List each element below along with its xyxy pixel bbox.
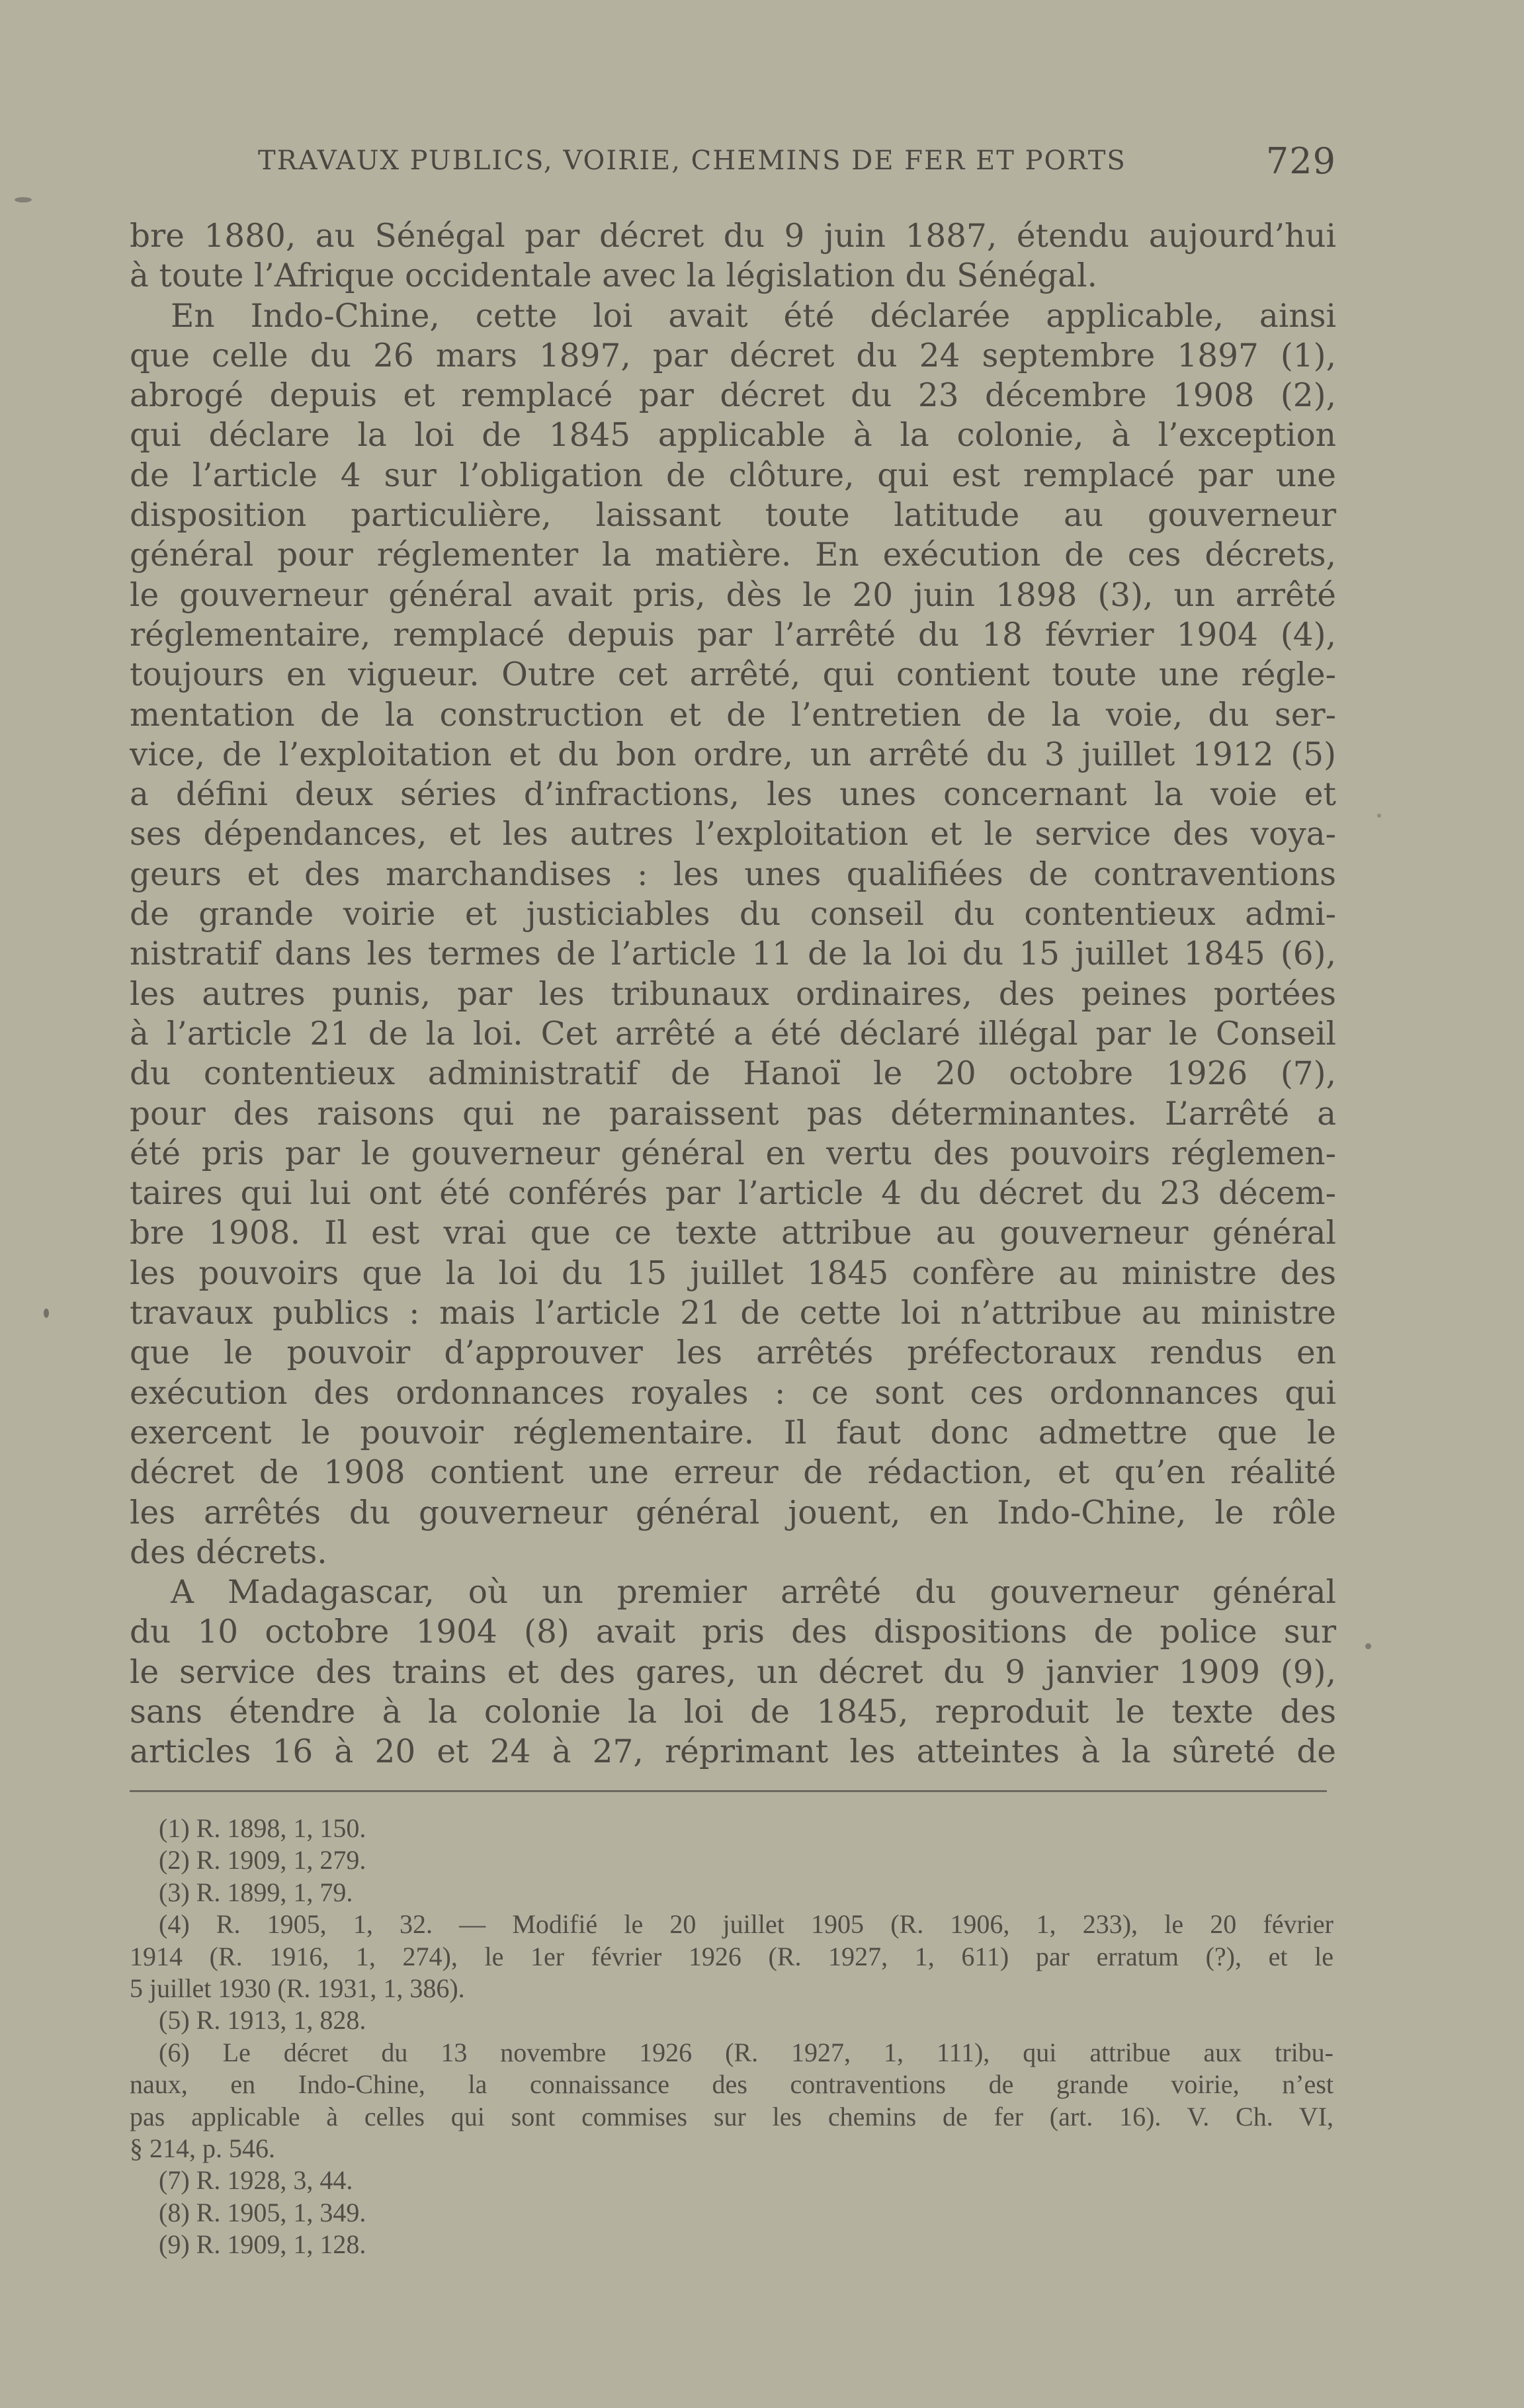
body-line: abrogé depuis et remplacé par décret du 23 décembre 1908 (2), bbox=[130, 377, 1336, 415]
body-line: du contentieux administratif de Hanoï le 20 octobre 1926 (7), bbox=[130, 1055, 1336, 1093]
body-line: général pour réglementer la matière. En exécution de ces décrets, bbox=[130, 537, 1336, 574]
body-line: des décrets. bbox=[130, 1533, 327, 1571]
body-line: bre 1880, au Sénégal par décret du 9 juin 1887, étendu aujourd’hui bbox=[130, 218, 1336, 255]
body-text bbox=[130, 216, 1336, 1772]
body-line: les pouvoirs que la loi du 15 juillet 1845 confère au ministre des bbox=[130, 1254, 1336, 1292]
footnote-line: (4) R. 1905, 1, 32. — Modifié le 20 juillet 1905 (R. 1906, 1, 233), le 20 février bbox=[159, 1909, 1334, 1940]
page-header bbox=[258, 140, 1336, 187]
body-line: été pris par le gouverneur général en vertu des pouvoirs réglemen- bbox=[130, 1135, 1336, 1172]
running-head: TRAVAUX PUBLICS, VOIRIE, CHEMINS DE FER ET PORTS bbox=[258, 146, 1126, 176]
body-line: les arrêtés du gouverneur général jouent, en Indo-Chine, le rôle bbox=[130, 1494, 1336, 1531]
footnote-line: pas applicable à celles qui sont commises sur les chemins de fer (art. 16). V. Ch. VI, bbox=[130, 2101, 1334, 2131]
body-line: le gouverneur général avait pris, dès le 20 juin 1898 (3), un arrêté bbox=[130, 576, 1336, 614]
body-line: de grande voirie et justiciables du conseil du contentieux admi- bbox=[130, 896, 1336, 933]
footnote-line: (5) R. 1913, 1, 828. bbox=[159, 2005, 366, 2036]
body-line: a défini deux séries d’infractions, les unes concernant la voie et bbox=[130, 776, 1336, 814]
body-line: disposition particulière, laissant toute latitude au gouverneur bbox=[130, 497, 1336, 535]
paper-speck bbox=[1365, 1643, 1371, 1649]
body-line: ses dépendances, et les autres l’exploitation et le service des voya- bbox=[130, 816, 1336, 853]
body-line: bre 1908. Il est vrai que ce texte attribue au gouverneur général bbox=[130, 1215, 1336, 1252]
body-line: que celle du 26 mars 1897, par décret du 24 septembre 1897 (1), bbox=[130, 337, 1336, 374]
paper-speck bbox=[15, 197, 32, 202]
footnotes bbox=[130, 1813, 1334, 2260]
footnote-line: (6) Le décret du 13 novembre 1926 (R. 1927, 1, 111), qui attribue aux tribu- bbox=[159, 2037, 1334, 2067]
footnote-line: naux, en Indo-Chine, la connaissance des contraventions de grande voirie, n’est bbox=[130, 2069, 1334, 2100]
body-line: qui déclare la loi de 1845 applicable à la colonie, à l’exception bbox=[130, 417, 1336, 454]
body-line: travaux publics : mais l’article 21 de cette loi n’attribue au ministre bbox=[130, 1295, 1336, 1332]
footnote-line: 1914 (R. 1916, 1, 274), le 1er février 1926 (R. 1927, 1, 611) par erratum (?), et le bbox=[130, 1941, 1334, 1971]
footnote-line: 5 juillet 1930 (R. 1931, 1, 386). bbox=[130, 1973, 465, 2003]
footnote-line: (1) R. 1898, 1, 150. bbox=[159, 1813, 366, 1843]
footnote-line: (3) R. 1899, 1, 79. bbox=[159, 1877, 353, 1907]
body-line: décret de 1908 contient une erreur de rédaction, et qu’en réalité bbox=[130, 1454, 1336, 1492]
body-line: de l’article 4 sur l’obligation de clôture, qui est remplacé par une bbox=[130, 456, 1336, 494]
footnote-line: § 214, p. 546. bbox=[130, 2133, 275, 2163]
body-line: vice, de l’exploitation et du bon ordre, un arrêté du 3 juillet 1912 (5) bbox=[130, 736, 1336, 773]
body-line: réglementaire, remplacé depuis par l’arrêté du 18 février 1904 (4), bbox=[130, 616, 1336, 654]
body-line: les autres punis, par les tribunaux ordinaires, des peines portées bbox=[130, 975, 1336, 1013]
body-line: exécution des ordonnances royales : ce sont ces ordonnances qui bbox=[130, 1374, 1336, 1412]
paper-speck bbox=[44, 1309, 49, 1318]
body-line: le service des trains et des gares, un décret du 9 janvier 1909 (9), bbox=[130, 1653, 1336, 1691]
body-line: mentation de la construction et de l’entretien de la voie, du ser- bbox=[130, 696, 1336, 734]
footnote-line: (8) R. 1905, 1, 349. bbox=[159, 2197, 366, 2227]
body-line: toujours en vigueur. Outre cet arrêté, qui contient toute une régle- bbox=[130, 656, 1336, 694]
body-line: pour des raisons qui ne paraissent pas déterminantes. L’arrêté a bbox=[130, 1095, 1336, 1133]
body-line: à toute l’Afrique occidentale avec la législation du Sénégal. bbox=[130, 257, 1097, 295]
page-number: 729 bbox=[1265, 140, 1336, 182]
body-line: sans étendre à la colonie la loi de 1845, reproduit le texte des bbox=[130, 1693, 1336, 1731]
body-line: articles 16 à 20 et 24 à 27, réprimant les atteintes à la sûreté de bbox=[130, 1733, 1336, 1771]
body-line: A Madagascar, où un premier arrêté du gouverneur général bbox=[171, 1574, 1336, 1612]
body-line: taires qui lui ont été conférés par l’article 4 du décret du 23 décem- bbox=[130, 1175, 1336, 1213]
footnote-line: (2) R. 1909, 1, 279. bbox=[159, 1845, 366, 1875]
body-line: En Indo-Chine, cette loi avait été déclarée applicable, ainsi bbox=[171, 297, 1336, 335]
body-line: exercent le pouvoir réglementaire. Il faut donc admettre que le bbox=[130, 1414, 1336, 1451]
paper-speck bbox=[1377, 814, 1381, 818]
footnote-line: (9) R. 1909, 1, 128. bbox=[159, 2229, 366, 2260]
footnote-rule bbox=[130, 1790, 1327, 1792]
body-line: que le pouvoir d’approuver les arrêtés préfectoraux rendus en bbox=[130, 1334, 1336, 1372]
body-line: à l’article 21 de la loi. Cet arrêté a été déclaré illégal par le Conseil bbox=[130, 1015, 1336, 1053]
body-line: nistratif dans les termes de l’article 11 de la loi du 15 juillet 1845 (6), bbox=[130, 935, 1336, 973]
body-line: geurs et des marchandises : les unes qualifiées de contraventions bbox=[130, 855, 1336, 893]
footnote-line: (7) R. 1928, 3, 44. bbox=[159, 2165, 353, 2196]
body-line: du 10 octobre 1904 (8) avait pris des dispositions de police sur bbox=[130, 1613, 1336, 1651]
